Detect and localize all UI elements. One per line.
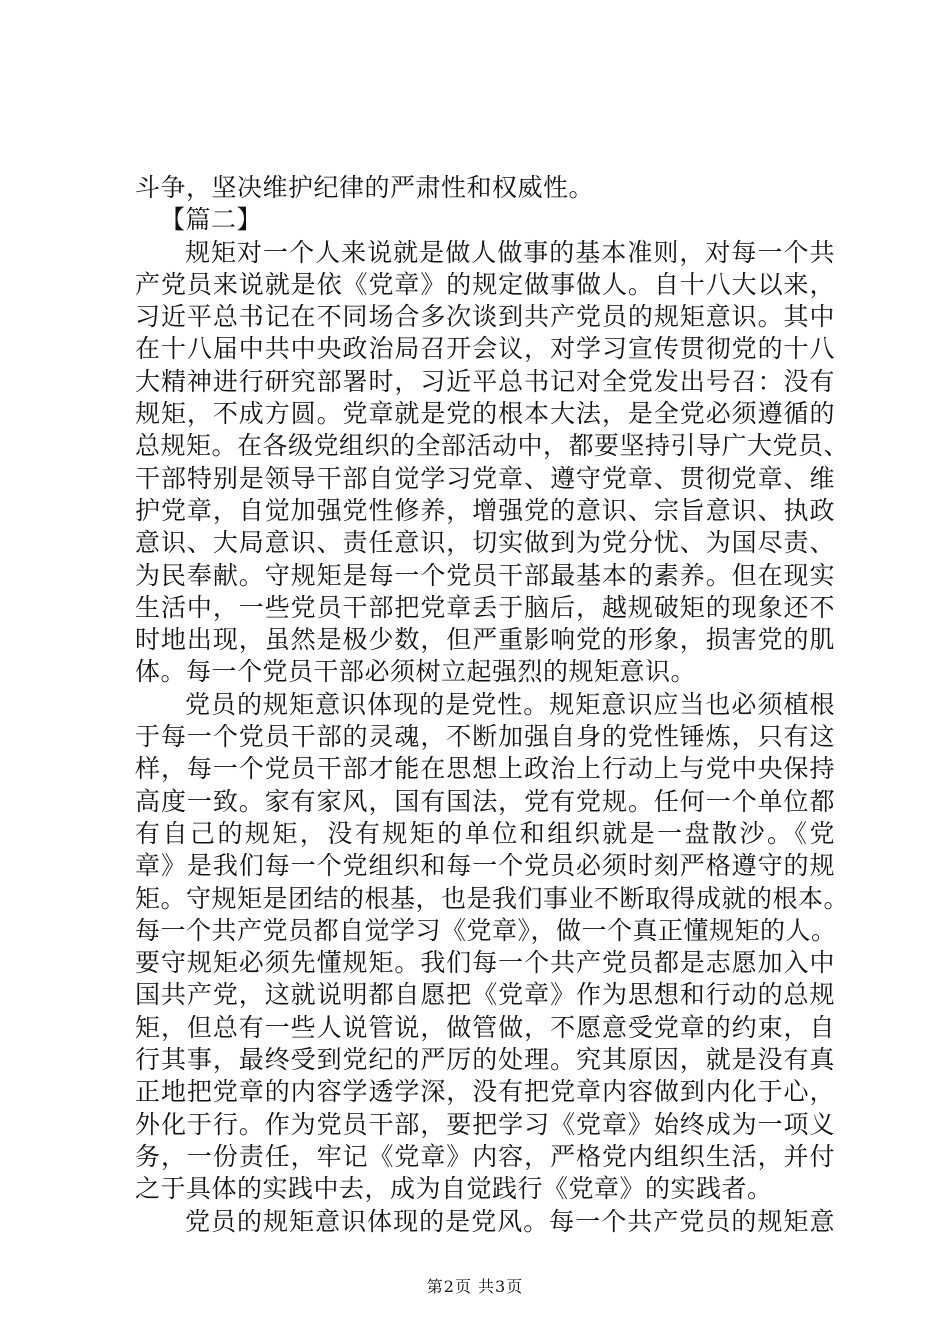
text-line: 党员的规矩意识体现的是党性。规矩意识应当也必须植根 bbox=[185, 689, 835, 719]
text-line: 护党章，自觉加强党性修养，增强党的意识、宗旨意识、执政 bbox=[135, 495, 835, 525]
text-line: 斗争，坚决维护纪律的严肃性和权威性。 bbox=[135, 173, 595, 202]
text-line: 矩，但总有一些人说管说，做管做，不愿意受党章的约束，自 bbox=[135, 1012, 835, 1042]
text-line: 外化于行。作为党员干部，要把学习《党章》始终成为一项义 bbox=[135, 1109, 835, 1139]
text-line: 产党员来说就是依《党章》的规定做事做人。自十八大以来， bbox=[135, 269, 835, 299]
text-line: 习近平总书记在不同场合多次谈到共产党员的规矩意识。其中 bbox=[135, 302, 835, 332]
text-line: 大精神进行研究部署时，习近平总书记对全党发出号召：没有 bbox=[135, 366, 835, 396]
text-line: 规矩对一个人来说就是做人做事的基本准则，对每一个共 bbox=[185, 237, 835, 267]
text-line: 有自己的规矩，没有规矩的单位和组织就是一盘散沙。《党 bbox=[135, 818, 835, 848]
text-line: 章》是我们每一个党组织和每一个党员必须时刻严格遵守的规 bbox=[135, 851, 835, 881]
text-line: 意识、大局意识、责任意识，切实做到为党分忧、为国尽责、 bbox=[135, 528, 835, 558]
text-line: 高度一致。家有家风，国有国法，党有党规。任何一个单位都 bbox=[135, 786, 835, 816]
text-line: 每一个共产党员都自觉学习《党章》，做一个真正懂规矩的人。 bbox=[135, 915, 837, 945]
text-line: 体。每一个党员干部必须树立起强烈的规矩意识。 bbox=[135, 657, 697, 687]
text-line: 行其事，最终受到党纪的严厉的处理。究其原因，就是没有真 bbox=[135, 1045, 835, 1075]
text-line: 生活中，一些党员干部把党章丢于脑后，越规破矩的现象还不 bbox=[135, 592, 835, 622]
text-line: 时地出现，虽然是极少数，但严重影响党的形象，损害党的肌 bbox=[135, 625, 835, 655]
document-body bbox=[135, 172, 850, 1238]
text-line: 样，每一个党员干部才能在思想上政治上行动上与党中央保持 bbox=[135, 754, 835, 784]
text-line: 干部特别是领导干部自觉学习党章、遵守党章、贯彻党章、维 bbox=[135, 463, 835, 493]
text-line: 党员的规矩意识体现的是党风。每一个共产党员的规矩意 bbox=[185, 1206, 835, 1236]
text-line: 在十八届中共中央政治局召开会议，对学习宣传贯彻党的十八 bbox=[135, 334, 835, 364]
text-line: 正地把党章的内容学透学深，没有把党章内容做到内化于心， bbox=[135, 1077, 835, 1107]
text-line: 规矩，不成方圆。党章就是党的根本大法，是全党必须遵循的 bbox=[135, 399, 835, 429]
text-line: 国共产党，这就说明都自愿把《党章》作为思想和行动的总规 bbox=[135, 980, 835, 1010]
text-line: 要守规矩必须先懂规矩。我们每一个共产党员都是志愿加入中 bbox=[135, 948, 835, 978]
section-heading: 【篇二】 bbox=[160, 205, 263, 235]
text-line: 总规矩。在各级党组织的全部活动中，都要坚持引导广大党员、 bbox=[135, 431, 850, 461]
text-line: 为民奉献。守规矩是每一个党员干部最基本的素养。但在现实 bbox=[135, 560, 835, 590]
text-line: 之于具体的实践中去，成为自觉践行《党章》的实践者。 bbox=[135, 1174, 773, 1204]
text-line: 于每一个党员干部的灵魂，不断加强自身的党性锤炼，只有这 bbox=[135, 722, 835, 752]
page-number: 第2页 共3页 bbox=[426, 1277, 524, 1296]
text-line: 矩。守规矩是团结的根基，也是我们事业不断取得成就的根本。 bbox=[135, 883, 850, 913]
text-line: 务，一份责任，牢记《党章》内容，严格党内组织生活，并付 bbox=[135, 1141, 835, 1171]
